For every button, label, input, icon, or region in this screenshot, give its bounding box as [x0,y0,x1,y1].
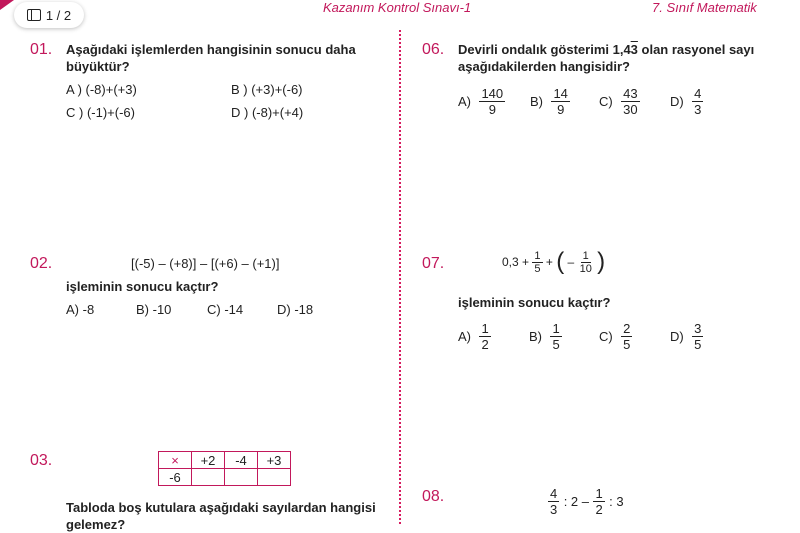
denominator: 5 [694,337,702,352]
fraction [692,321,703,352]
numerator: 140 [481,86,504,101]
math-expression [502,248,605,276]
denominator: 5 [623,337,631,352]
table-cell: × [159,452,192,469]
option-label: C) [599,94,613,109]
fraction [479,321,490,352]
denominator: 5 [552,337,560,352]
table-cell-empty [225,469,258,486]
expression-segment: : 2 – [563,494,589,509]
question-number: 03. [30,452,53,469]
question-text-line: gelemez? [66,517,126,532]
table-cell: -4 [225,452,258,469]
question-text-line: Aşağıdaki işlemlerden hangisinin sonucu daha [66,42,356,57]
numerator: 3 [694,321,702,336]
option-a[interactable]: A) -8 [66,302,95,317]
multiplication-table [158,451,291,486]
denominator: 2 [481,337,489,352]
option-b[interactable]: B) -10 [136,302,172,317]
fraction [692,86,703,117]
question-text-line: aşağıdakilerden hangisidir? [458,59,630,74]
denominator: 2 [595,502,603,517]
question-number: 01. [30,41,53,58]
option-a[interactable] [458,321,491,352]
option-label: D) [670,94,684,109]
option-label: B) [530,94,543,109]
denominator: 10 [579,262,592,275]
option-c[interactable]: C) -14 [207,302,244,317]
option-b[interactable]: B ) (+3)+(-6) [231,82,303,97]
question-text [66,41,356,75]
option-b[interactable] [530,86,570,117]
option-a[interactable] [458,86,505,117]
text-segment: Devirli ondalık gösterimi 1,4 [458,42,631,57]
left-paren: ( [556,248,565,275]
question-text [458,41,754,75]
denominator: 9 [557,102,565,117]
table-row [159,452,291,469]
option-d[interactable]: D) -18 [277,302,314,317]
table-cell: -6 [159,469,192,486]
numerator: 1 [595,486,603,501]
text-segment: olan rasyonel sayı [637,42,755,57]
option-d[interactable] [670,321,703,352]
option-label: B) [529,329,542,344]
operator: + [545,255,553,269]
denominator: 30 [623,102,638,117]
fraction [593,486,604,517]
denominator: 3 [694,102,702,117]
option-label: A) [458,94,471,109]
numerator: 1 [552,321,560,336]
numerator: 43 [623,86,638,101]
math-expression [548,486,624,517]
fraction [578,250,594,275]
question-text: işleminin sonucu kaçtır? [66,279,219,294]
numerator: 4 [550,486,558,501]
option-b[interactable] [529,321,562,352]
fraction [532,250,542,275]
corner-mark [0,0,14,10]
table-cell-empty [192,469,225,486]
option-d[interactable] [670,86,703,117]
option-label: D) [670,329,684,344]
column-divider [399,30,401,524]
fraction [551,86,569,117]
question-text [66,499,376,533]
question-text: işleminin sonucu kaçtır? [458,295,611,310]
denominator: 3 [550,502,558,517]
numerator: 1 [582,249,589,262]
table-cell: +2 [192,452,225,469]
page-indicator[interactable] [14,2,84,28]
math-expression: [(-5) – (+8)] – [(+6) – (+1)] [131,256,280,271]
option-c[interactable]: C ) (-1)+(-6) [66,105,135,120]
numerator: 4 [694,86,702,101]
question-number: 06. [422,41,445,58]
page-indicator-label: 1 / 2 [45,7,72,23]
option-c[interactable] [599,321,632,352]
option-a[interactable]: A ) (-8)+(+3) [66,82,137,97]
table-cell: +3 [258,452,291,469]
book-icon [27,9,41,21]
numerator: 1 [481,321,489,336]
numerator: 2 [623,321,631,336]
numerator: 1 [534,249,541,262]
question-number: 08. [422,488,445,505]
option-c[interactable] [599,86,640,117]
question-number: 07. [422,255,445,272]
question-text-line: Tabloda boş kutulara aşağıdaki sayılardan hangisi [66,500,376,515]
denominator: 5 [534,262,541,275]
fraction [479,86,505,117]
question-text-line [458,41,754,58]
exam-title: Kazanım Kontrol Sınavı-1 [323,0,472,15]
option-label: C) [599,329,613,344]
option-label: A) [458,329,471,344]
subject-title: 7. Sınıf Matematik [652,0,757,15]
repeating-digit: 3 [630,42,638,57]
table-cell-empty [258,469,291,486]
question-number: 02. [30,255,53,272]
operator: – [567,255,575,269]
denominator: 9 [488,102,496,117]
fraction [548,486,559,517]
fraction [550,321,561,352]
table-row [159,469,291,486]
numerator: 14 [553,86,568,101]
question-text-line: büyüktür? [66,59,130,74]
right-paren: ) [597,248,606,275]
expression-segment: 0,3 + [502,255,530,269]
fraction [621,321,632,352]
option-d[interactable]: D ) (-8)+(+4) [231,105,304,120]
expression-segment: : 3 [609,494,624,509]
fraction [621,86,639,117]
